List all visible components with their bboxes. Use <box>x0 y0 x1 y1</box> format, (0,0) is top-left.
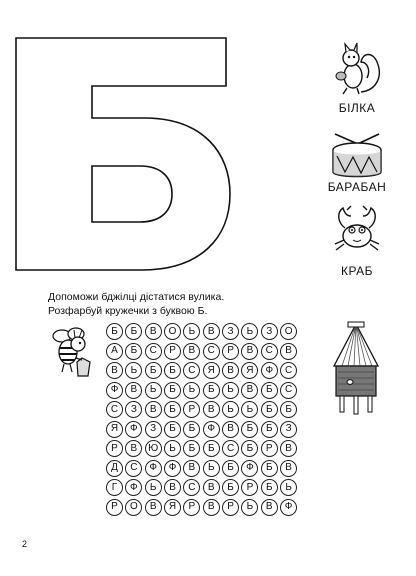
grid-row <box>106 439 322 459</box>
letter-circle[interactable]: Р <box>183 499 200 516</box>
letter-circle[interactable]: Б <box>183 440 200 457</box>
letter-circle[interactable]: Б <box>183 421 200 438</box>
letter-circle[interactable]: Б <box>106 323 123 340</box>
letter-circle[interactable]: Б <box>145 362 162 379</box>
page-number: 2 <box>22 539 28 549</box>
letter-circle[interactable]: Я <box>164 499 181 516</box>
word-label-drum: БАРАБАН <box>327 180 387 194</box>
letter-circle[interactable]: Б <box>261 421 278 438</box>
grid-row <box>106 478 322 498</box>
letter-circle[interactable]: В <box>241 382 258 399</box>
letter-circle[interactable]: В <box>203 323 220 340</box>
letter-circle[interactable]: Р <box>183 401 200 418</box>
letter-circle[interactable]: В <box>280 343 297 360</box>
letter-circle[interactable]: С <box>280 362 297 379</box>
letter-circle[interactable]: Б <box>203 382 220 399</box>
letter-circle[interactable]: В <box>241 343 258 360</box>
letter-circle[interactable]: В <box>203 479 220 496</box>
word-label-crab: КРАБ <box>340 264 374 278</box>
letter-circle[interactable]: Ь <box>222 382 239 399</box>
letter-circle[interactable]: Ь <box>241 499 258 516</box>
letter-circle[interactable]: Ь <box>125 362 142 379</box>
letter-circle[interactable]: В <box>280 460 297 477</box>
letter-circle[interactable]: В <box>106 362 123 379</box>
letter-circle[interactable]: Г <box>106 479 123 496</box>
letter-circle[interactable]: Р <box>222 343 239 360</box>
letter-circle[interactable]: С <box>280 382 297 399</box>
grid-row <box>106 322 322 342</box>
letter-circle[interactable]: Ф <box>145 460 162 477</box>
letter-circle[interactable]: Р <box>106 440 123 457</box>
letter-circle[interactable]: Р <box>261 440 278 457</box>
letter-circle[interactable]: Б <box>261 382 278 399</box>
letter-circle[interactable]: Б <box>125 323 142 340</box>
letter-circle[interactable]: О <box>280 323 297 340</box>
letter-circle[interactable]: Ь <box>145 382 162 399</box>
drum-icon <box>327 126 387 186</box>
letter-circle[interactable]: Ф <box>125 479 142 496</box>
letter-circle-grid <box>106 322 322 517</box>
letter-circle[interactable]: В <box>222 362 239 379</box>
squirrel-icon <box>327 40 387 100</box>
letter-circle[interactable]: С <box>183 362 200 379</box>
letter-circle[interactable]: В <box>145 323 162 340</box>
letter-circle[interactable]: Б <box>261 460 278 477</box>
letter-circle[interactable]: В <box>125 382 142 399</box>
letter-circle[interactable]: Ь <box>183 323 200 340</box>
big-letter-outline <box>12 34 232 274</box>
letter-circle[interactable]: З <box>261 323 278 340</box>
letter-circle[interactable]: Ь <box>145 479 162 496</box>
letter-circle[interactable]: В <box>183 460 200 477</box>
letter-circle[interactable]: С <box>106 401 123 418</box>
grid-row <box>106 361 322 381</box>
letter-circle[interactable]: В <box>222 421 239 438</box>
letter-circle[interactable]: Б <box>164 362 181 379</box>
letter-circle[interactable]: Ф <box>261 362 278 379</box>
letter-circle[interactable]: З <box>280 421 297 438</box>
letter-circle[interactable]: Б <box>261 479 278 496</box>
word-label-squirrel: БІЛКА <box>338 101 376 115</box>
letter-circle[interactable]: З <box>222 323 239 340</box>
letter-circle[interactable]: В <box>145 499 162 516</box>
letter-circle[interactable]: Б <box>222 479 239 496</box>
crab-icon <box>327 200 387 260</box>
beehive-icon <box>330 320 382 416</box>
letter-circle[interactable]: Б <box>222 460 239 477</box>
letter-circle[interactable]: Б <box>280 401 297 418</box>
letter-circle[interactable]: С <box>261 343 278 360</box>
letter-circle[interactable]: В <box>164 479 181 496</box>
letter-circle[interactable]: Р <box>106 499 123 516</box>
letter-circle[interactable]: Ф <box>125 421 142 438</box>
letter-circle[interactable]: О <box>125 499 142 516</box>
letter-circle[interactable]: Ф <box>164 460 181 477</box>
letter-circle[interactable]: В <box>261 499 278 516</box>
letter-circle[interactable]: Б <box>241 421 258 438</box>
letter-circle[interactable]: Ь <box>203 460 220 477</box>
grid-row <box>106 400 322 420</box>
letter-circle[interactable]: Ф <box>106 382 123 399</box>
bee-icon <box>46 324 102 380</box>
letter-circle[interactable]: З <box>145 421 162 438</box>
letter-circle[interactable]: О <box>164 323 181 340</box>
letter-circle[interactable]: В <box>183 343 200 360</box>
letter-circle[interactable]: Б <box>203 440 220 457</box>
letter-circle[interactable]: Р <box>222 499 239 516</box>
letter-circle[interactable]: Ф <box>280 499 297 516</box>
letter-circle[interactable]: Я <box>106 421 123 438</box>
letter-circle[interactable]: С <box>203 343 220 360</box>
letter-circle[interactable]: Б <box>241 440 258 457</box>
letter-circle[interactable]: С <box>183 479 200 496</box>
instruction-line-2: Розфарбуй кружечки з буквою Б. <box>48 305 208 317</box>
letter-circle[interactable]: С <box>222 440 239 457</box>
letter-circle[interactable]: Д <box>106 460 123 477</box>
letter-circle[interactable]: В <box>203 401 220 418</box>
letter-circle[interactable]: Б <box>164 421 181 438</box>
grid-row <box>106 459 322 479</box>
letter-circle[interactable]: Р <box>164 343 181 360</box>
letter-circle[interactable]: Я <box>241 362 258 379</box>
letter-circle[interactable]: Ь <box>183 382 200 399</box>
letter-circle[interactable]: Ь <box>280 479 297 496</box>
letter-circle[interactable]: В <box>280 440 297 457</box>
grid-row <box>106 381 322 401</box>
letter-circle[interactable]: Я <box>203 362 220 379</box>
letter-circle[interactable]: Б <box>164 401 181 418</box>
letter-circle[interactable]: Ь <box>241 401 258 418</box>
letter-circle[interactable]: А <box>106 343 123 360</box>
letter-circle[interactable]: В <box>125 440 142 457</box>
letter-circle[interactable]: С <box>145 343 162 360</box>
grid-row <box>106 420 322 440</box>
letter-circle[interactable]: Б <box>261 401 278 418</box>
letter-circle[interactable]: Б <box>125 343 142 360</box>
grid-row <box>106 342 322 362</box>
letter-circle[interactable]: В <box>145 401 162 418</box>
letter-circle[interactable]: С <box>125 460 142 477</box>
letter-circle[interactable]: Р <box>241 479 258 496</box>
letter-circle[interactable]: Ь <box>222 401 239 418</box>
letter-circle[interactable]: З <box>125 401 142 418</box>
instruction-line-1: Допоможи бджілці дістатися вулика. <box>48 291 225 303</box>
letter-circle[interactable]: Ю <box>145 440 162 457</box>
letter-circle[interactable]: Ф <box>241 460 258 477</box>
letter-circle[interactable]: Ф <box>203 421 220 438</box>
letter-circle[interactable]: В <box>203 499 220 516</box>
letter-circle[interactable]: Б <box>164 382 181 399</box>
letter-circle[interactable]: Ь <box>241 323 258 340</box>
letter-circle[interactable]: Ь <box>164 440 181 457</box>
grid-row <box>106 498 322 518</box>
